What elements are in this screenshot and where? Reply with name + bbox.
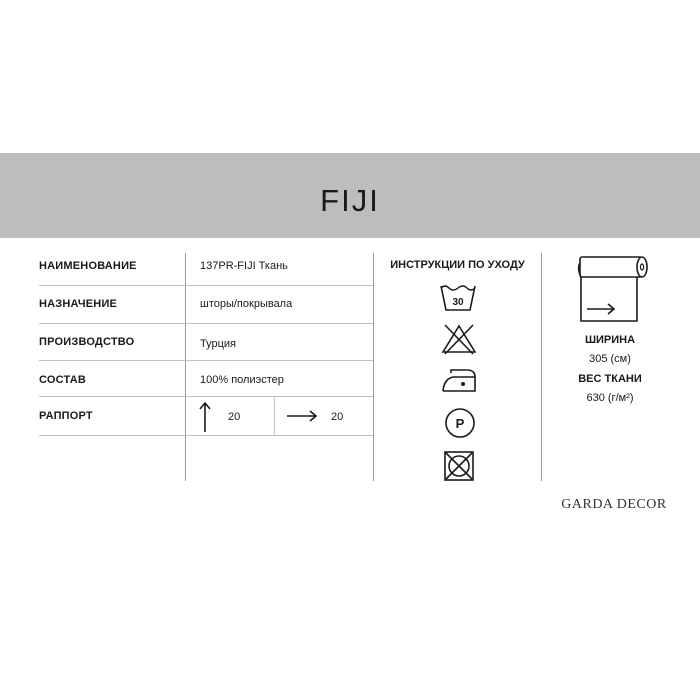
row-separator — [39, 396, 373, 397]
svg-text:P: P — [455, 416, 465, 431]
table-divider-right — [541, 253, 542, 481]
width-value: 305 (см) — [589, 353, 631, 365]
brand-logo: GARDA DECOR — [561, 497, 667, 512]
dry-clean-p-icon — [444, 407, 476, 439]
product-title: FIJI — [320, 183, 380, 218]
weight-label: ВЕС ТКАНИ — [578, 373, 642, 385]
table-divider-middle — [373, 253, 374, 481]
care-title: ИНСТРУКЦИИ ПО УХОДУ — [390, 259, 525, 271]
origin-value: Турция — [200, 338, 236, 350]
composition-value: 100% полиэстер — [200, 374, 284, 386]
table-divider-left — [185, 253, 186, 481]
row-separator — [39, 360, 373, 361]
wash-30-icon — [439, 282, 477, 312]
row-separator — [39, 323, 373, 324]
no-bleach-icon — [440, 323, 478, 355]
origin-label: ПРОИЗВОДСТВО — [39, 336, 135, 348]
name-label: НАИМЕНОВАНИЕ — [39, 260, 137, 272]
width-label: ШИРИНА — [584, 334, 636, 346]
iron-low-icon — [439, 365, 479, 393]
composition-label: СОСТАВ — [39, 374, 87, 386]
arrow-right-icon — [286, 409, 318, 423]
no-tumble-dry-icon — [443, 450, 475, 482]
row-separator — [39, 285, 373, 286]
repeat-label: РАППОРТ — [39, 410, 93, 422]
name-value: 137PR-FIJI Ткань — [200, 260, 288, 272]
fabric-roll-icon — [574, 253, 650, 325]
repeat-vertical-value: 20 — [228, 411, 241, 423]
arrow-up-icon — [198, 401, 212, 433]
purpose-value: шторы/покрывала — [200, 298, 293, 310]
weight-value: 630 (г/м²) — [586, 392, 634, 404]
row-separator — [39, 435, 373, 436]
repeat-divider — [274, 396, 275, 435]
svg-text:30: 30 — [452, 297, 464, 308]
purpose-label: НАЗНАЧЕНИЕ — [39, 298, 118, 310]
repeat-horizontal-value: 20 — [331, 411, 344, 423]
